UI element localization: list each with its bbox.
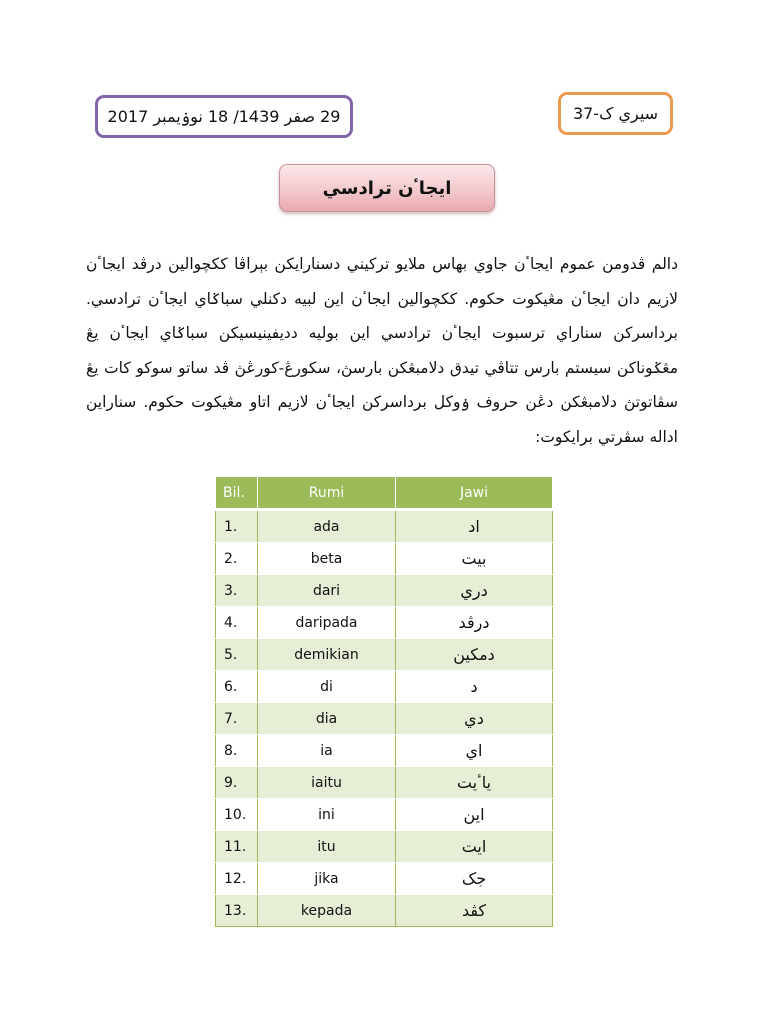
cell-rumi: ini [258,799,396,831]
cell-jawi: بيت [396,543,553,575]
cell-jawi: ايت [396,831,553,863]
cell-jawi: دي [396,703,553,735]
table-row [216,607,553,639]
cell-bil: 8. [216,735,258,767]
cell-rumi: itu [258,831,396,863]
table-row [216,543,553,575]
cell-bil: 1. [216,510,258,543]
table-row [216,863,553,895]
table-row [216,831,553,863]
cell-rumi: demikian [258,639,396,671]
table-row [216,510,553,543]
cell-jawi: درڤد [396,607,553,639]
header-bil: Bil. [216,477,258,510]
cell-rumi: di [258,671,396,703]
cell-jawi: ياٴيت [396,767,553,799]
table-row [216,799,553,831]
cell-bil: 7. [216,703,258,735]
cell-jawi: اي [396,735,553,767]
table-row [216,575,553,607]
cell-jawi: د [396,671,553,703]
table-body [216,510,553,927]
header-jawi: Jawi [396,477,553,510]
cell-jawi: دري [396,575,553,607]
cell-bil: 3. [216,575,258,607]
word-table [215,476,553,927]
cell-rumi: kepada [258,895,396,927]
cell-rumi: ia [258,735,396,767]
cell-jawi: اين [396,799,553,831]
cell-jawi: کڤد [396,895,553,927]
header-rumi: Rumi [258,477,396,510]
cell-rumi: jika [258,863,396,895]
cell-bil: 2. [216,543,258,575]
date-box [95,95,353,138]
cell-rumi: dari [258,575,396,607]
intro-paragraph: دالم ڤدومن عموم ايجاٴن جاوي بهاس ملايو ترکيني دسنارايکن بېراڤا ککچوالين درڤد ايجاٴن لازيم دان ايجاٴن مڠيکوت حکوم. ککچوالين ايجاٴن اين لبيه دکنلي سباݢاي ايجاٴن ترادسي. برداسرکن سناراي ترسبوت ايجاٴن ترادسي اين بوليه دديفينيسيکن سباݢاي ايجاٴن يڠ مڠݢوناکن سيستم بارس تتاڤي تيدق دلامبڠکن بارسڽ، سکورڠ-کورڠڽ ڤد ساتو سوکو کات يڠ سڤاتوتڽ دلامبڠکن دڠن حروف ۏوکل برداسرکن ايجاٴن لازيم اتاو مڠيکوت حکوم. سناراين اداله سڤرتي برايکوت: [86,255,678,446]
cell-jawi: اد [396,510,553,543]
table-row [216,767,553,799]
cell-bil: 10. [216,799,258,831]
cell-bil: 5. [216,639,258,671]
table-row [216,639,553,671]
cell-rumi: ada [258,510,396,543]
cell-jawi: جک [396,863,553,895]
cell-bil: 9. [216,767,258,799]
table-row [216,735,553,767]
cell-bil: 11. [216,831,258,863]
cell-rumi: daripada [258,607,396,639]
cell-bil: 12. [216,863,258,895]
cell-bil: 4. [216,607,258,639]
series-text: سيري ک-37 [572,104,659,123]
cell-rumi: dia [258,703,396,735]
cell-rumi: beta [258,543,396,575]
cell-bil: 13. [216,895,258,927]
page-title-text: ايجاٴن ترادسي [322,177,452,199]
date-text: 29 صفر 1439/ 18 نوۏيمبر 2017 [107,107,341,126]
series-box [558,92,673,135]
table-row [216,703,553,735]
page-title [279,164,495,212]
table-row [216,895,553,927]
cell-rumi: iaitu [258,767,396,799]
cell-jawi: دمکين [396,639,553,671]
table-row [216,671,553,703]
table-header-row [216,477,553,510]
cell-bil: 6. [216,671,258,703]
